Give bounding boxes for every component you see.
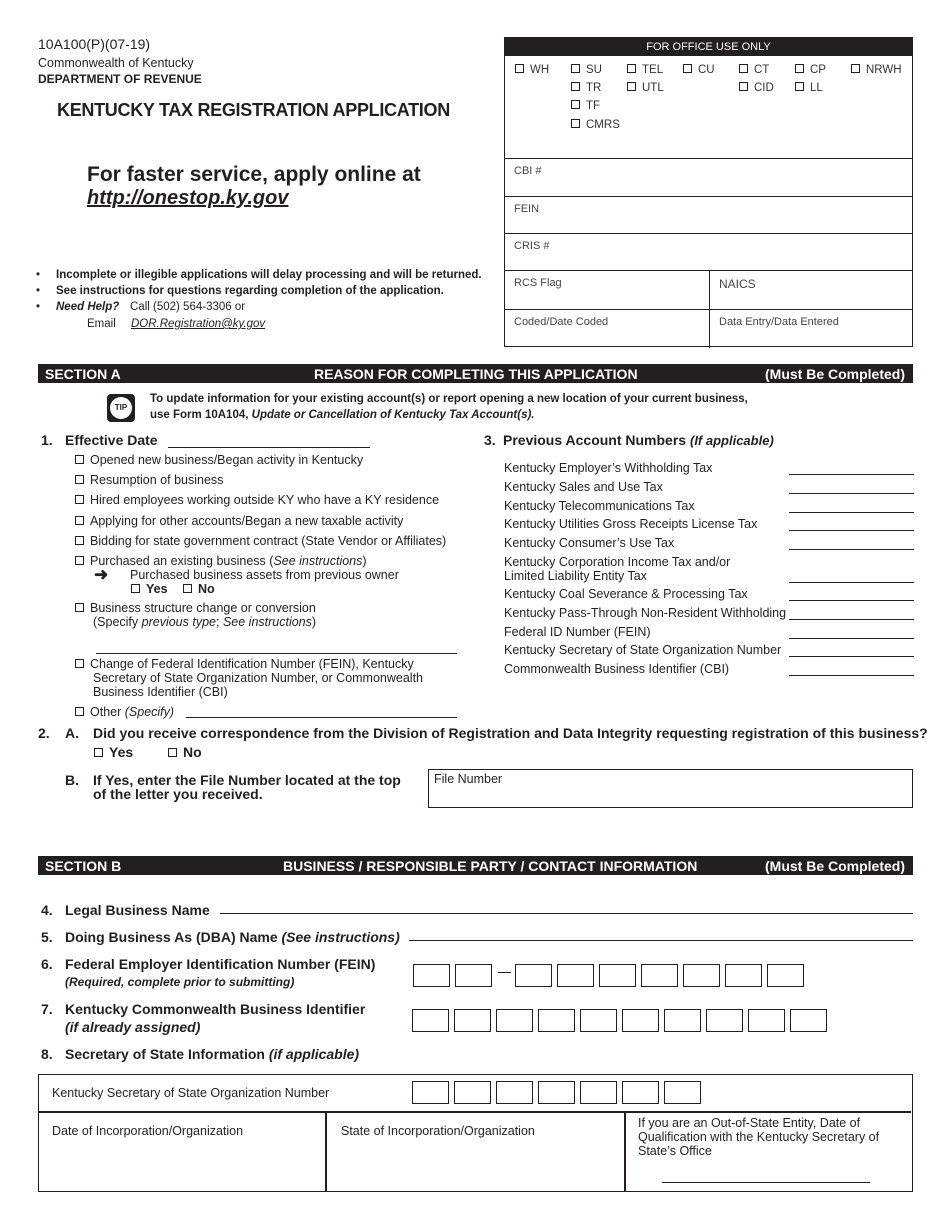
commonwealth-label: Commonwealth of Kentucky (38, 56, 194, 70)
out-of-state-qualification-field[interactable]: If you are an Out-of-State Entity, Date of Qualification with the Kentucky Secretary of State’s Office (626, 1112, 911, 1191)
account-row[interactable]: Kentucky Pass-Through Non-Resident Withholding (504, 606, 914, 622)
option-purchased-business[interactable]: Purchased an existing business (See instructions) (75, 554, 367, 568)
checkbox-icon (795, 64, 804, 73)
account-row[interactable]: Kentucky Corporation Income Tax and/or Limited Liability Entity Tax (504, 555, 914, 585)
q2b-line-2: of the letter you received. (93, 786, 263, 802)
cbi-digit-boxes[interactable] (412, 1009, 832, 1032)
digit-box[interactable] (664, 1009, 701, 1032)
q1-number: 1. (41, 432, 53, 448)
digit-box[interactable] (706, 1009, 743, 1032)
checkbox-icon (183, 584, 192, 593)
digit-box[interactable] (767, 964, 804, 987)
option-opened-new-business[interactable]: Opened new business/Began activity in Kentucky (75, 453, 363, 467)
account-row[interactable]: Kentucky Sales and Use Tax (504, 480, 914, 496)
tip-icon: TIP (107, 394, 135, 422)
digit-box[interactable] (538, 1009, 575, 1032)
fein-label: Federal Employer Identification Number (FEIN) (65, 956, 376, 972)
checkbox-icon (168, 748, 177, 757)
office-code-cid[interactable]: CID (739, 82, 774, 94)
office-code-cu[interactable]: CU (683, 64, 715, 76)
checkbox-icon (75, 659, 84, 668)
form-number: 10A100(P)(07-19) (38, 36, 151, 52)
legal-name-field[interactable] (220, 900, 913, 914)
tip-line-2: use Form 10A104, Update or Cancellation of Kentucky Tax Account(s). (150, 409, 535, 421)
q4-number: 4. (41, 902, 53, 918)
digit-box[interactable] (496, 1009, 533, 1032)
option-resumption[interactable]: Resumption of business (75, 473, 223, 487)
digit-box[interactable] (622, 1081, 659, 1104)
arrow-right-icon: ➜ (94, 565, 109, 584)
checkbox-icon (627, 82, 636, 91)
digit-box[interactable] (557, 964, 594, 987)
option-other-accounts[interactable]: Applying for other accounts/Began a new taxable activity (75, 514, 403, 528)
office-use-box (504, 37, 913, 347)
q5-number: 5. (41, 929, 53, 945)
checkbox-icon (683, 64, 692, 73)
digit-box[interactable] (622, 1009, 659, 1032)
account-row[interactable]: Kentucky Utilities Gross Receipts License Tax (504, 517, 914, 533)
email-label: Email (87, 318, 116, 330)
checkbox-icon (851, 64, 860, 73)
account-number-field[interactable] (789, 638, 914, 639)
account-number-field[interactable] (789, 512, 914, 513)
account-number-field[interactable] (789, 656, 914, 657)
divider (709, 310, 710, 348)
fein-digit-boxes[interactable] (413, 964, 809, 987)
department-label: DEPARTMENT OF REVENUE (38, 72, 202, 86)
structure-change-field[interactable] (96, 640, 457, 654)
office-code-ct[interactable]: CT (739, 64, 769, 76)
qualification-date-line (662, 1182, 870, 1183)
change-fein-line-3: Business Identifier (CBI) (93, 685, 228, 699)
digit-box[interactable] (538, 1081, 575, 1104)
digit-box[interactable] (725, 964, 762, 987)
office-cris-row[interactable]: CRIS # (505, 233, 912, 270)
checkbox-icon (75, 603, 84, 612)
section-a-header: SECTION A REASON FOR COMPLETING THIS APPLICATION (Must Be Completed) (38, 364, 913, 383)
change-fein-line-2: Secretary of State Organization Number, or Commonwealth (93, 671, 424, 685)
digit-box[interactable] (683, 964, 720, 987)
office-code-tf[interactable]: TF (571, 100, 600, 112)
digit-box[interactable] (580, 1081, 617, 1104)
digit-box[interactable] (496, 1081, 533, 1104)
option-structure-change[interactable]: Business structure change or conversion (75, 601, 316, 615)
office-coded-row (505, 309, 912, 346)
digit-box[interactable] (412, 1009, 449, 1032)
office-code-tr[interactable]: TR (571, 82, 601, 94)
effective-date-label: Effective Date (65, 432, 158, 448)
digit-box[interactable] (641, 964, 678, 987)
q7-number: 7. (41, 1001, 53, 1017)
account-number-field[interactable] (789, 582, 914, 583)
office-code-ll[interactable]: LL (795, 82, 823, 94)
onestop-link[interactable]: http://onestop.ky.gov (87, 187, 289, 209)
checkbox-icon (571, 64, 580, 73)
cbi-note: (if already assigned) (65, 1019, 201, 1035)
checkbox-icon (131, 584, 140, 593)
sos-org-number-label: Kentucky Secretary of State Organization Number (52, 1086, 330, 1100)
option-bidding-contract[interactable]: Bidding for state government contract (State Vendor or Affiliates) (75, 534, 446, 548)
digit-box[interactable] (412, 1081, 449, 1104)
office-code-cp[interactable]: CP (795, 64, 826, 76)
correspondence-no[interactable]: No (168, 744, 202, 760)
digit-box[interactable] (748, 1009, 785, 1032)
option-hired-employees[interactable]: Hired employees working outside KY who have a KY residence (75, 493, 439, 507)
effective-date-field[interactable] (168, 434, 370, 448)
divider (709, 271, 710, 310)
office-code-cmrs[interactable]: CMRS (571, 119, 620, 131)
checkbox-icon (739, 82, 748, 91)
help-phone: Call (502) 564-3306 or (130, 301, 246, 313)
checkbox-icon (75, 495, 84, 504)
office-rcs-row (505, 270, 912, 309)
office-fein-row[interactable]: FEIN (505, 196, 912, 233)
office-code-tel[interactable]: TEL (627, 64, 663, 76)
cbi-label: Kentucky Commonwealth Business Identifier (65, 1001, 366, 1017)
office-code-utl[interactable]: UTL (627, 82, 664, 94)
date-incorporation-field[interactable]: Date of Incorporation/Organization (52, 1124, 244, 1138)
checkbox-icon (515, 64, 524, 73)
digit-box[interactable] (580, 1009, 617, 1032)
digit-box[interactable] (454, 1009, 491, 1032)
other-specify-field[interactable] (186, 704, 457, 718)
account-number-field[interactable] (789, 619, 914, 620)
account-number-field[interactable] (789, 474, 914, 475)
q2-number: 2. (38, 725, 50, 741)
digit-box[interactable] (599, 964, 636, 987)
dba-label: Doing Business As (DBA) Name (See instructions) (65, 929, 400, 945)
digit-box[interactable] (515, 964, 552, 987)
checkbox-icon (75, 707, 84, 716)
section-b-header: SECTION B BUSINESS / RESPONSIBLE PARTY / CONTACT INFORMATION (Must Be Completed) (38, 856, 913, 875)
checkbox-icon (571, 100, 580, 109)
account-row[interactable]: Federal ID Number (FEIN) (504, 625, 914, 641)
fein-note: (Required, complete prior to submitting) (65, 975, 295, 989)
digit-box[interactable] (455, 964, 492, 987)
need-help-label: Need Help? (56, 301, 120, 313)
state-incorporation-field[interactable]: State of Incorporation/Organization (341, 1124, 535, 1138)
account-number-field[interactable] (789, 549, 914, 550)
form-title: KENTUCKY TAX REGISTRATION APPLICATION (57, 100, 450, 120)
checkbox-icon (94, 748, 103, 757)
rcs-flag-label: RCS Flag (514, 277, 562, 289)
sos-info-label: Secretary of State Information (if applicable) (65, 1046, 360, 1062)
checkbox-icon (75, 536, 84, 545)
q8-number: 8. (41, 1046, 53, 1062)
checkbox-icon (75, 475, 84, 484)
help-email-link[interactable]: DOR.Registration@ky.gov (131, 318, 266, 330)
purchased-assets-no[interactable]: No (183, 582, 215, 596)
checkbox-icon (627, 64, 636, 73)
purchased-assets-yes[interactable]: Yes (131, 582, 168, 596)
correspondence-yes[interactable]: Yes (94, 744, 133, 760)
digit-box[interactable] (413, 964, 450, 987)
checkbox-icon (571, 82, 580, 91)
office-cbi-row[interactable]: CBI # (505, 158, 912, 196)
file-number-field[interactable] (428, 769, 913, 808)
q2b-line-1: If Yes, enter the File Number located at the top (93, 772, 401, 788)
account-number-field[interactable] (789, 530, 914, 531)
tip-line-1: To update information for your existing account(s) or report opening a new location of your current business, (150, 393, 748, 405)
previous-accounts-label: Previous Account Numbers (If applicable) (503, 432, 774, 448)
checkbox-icon (795, 82, 804, 91)
account-number-field[interactable] (789, 493, 914, 494)
digit-box[interactable] (664, 1081, 701, 1104)
coded-label: Coded/Date Coded (514, 316, 609, 328)
checkbox-icon (75, 516, 84, 525)
q3-number: 3. (484, 432, 496, 448)
account-row[interactable]: Kentucky Telecommunications Tax (504, 499, 914, 515)
office-code-nrwh[interactable]: NRWH (851, 64, 902, 76)
account-row[interactable]: Commonwealth Business Identifier (CBI) (504, 662, 914, 678)
q6-number: 6. (41, 956, 53, 972)
sos-info-table (38, 1074, 913, 1192)
account-number-field[interactable] (789, 600, 914, 601)
q2b-letter: B. (65, 772, 79, 788)
option-change-fein[interactable]: Change of Federal Identification Number (FEIN), Kentucky (75, 657, 414, 671)
sos-digit-boxes[interactable] (412, 1081, 706, 1104)
checkbox-icon (739, 64, 748, 73)
office-code-su[interactable]: SU (571, 64, 602, 76)
naics-label: NAICS (719, 277, 756, 291)
dba-field[interactable] (409, 927, 913, 941)
digit-box[interactable] (454, 1081, 491, 1104)
account-row[interactable]: Kentucky Employer’s Withholding Tax (504, 461, 914, 477)
checkbox-icon (571, 119, 580, 128)
structure-change-note: (Specify previous type; See instructions) (93, 615, 317, 629)
office-code-wh[interactable]: WH (515, 64, 549, 76)
account-row[interactable]: Kentucky Coal Severance & Processing Tax (504, 587, 914, 603)
account-row[interactable]: Kentucky Secretary of State Organization Number (504, 643, 914, 659)
file-number-label: File Number (434, 772, 503, 786)
account-row[interactable]: Kentucky Consumer’s Use Tax (504, 536, 914, 552)
option-other[interactable]: Other (Specify) (75, 705, 174, 719)
data-entry-label: Data Entry/Data Entered (719, 316, 839, 328)
account-number-field[interactable] (789, 675, 914, 676)
digit-box[interactable] (790, 1009, 827, 1032)
q2a-letter: A. (65, 725, 79, 741)
q2a-question: Did you receive correspondence from the Division of Registration and Data Integrity requesting registration of this business? (93, 725, 928, 741)
office-use-title: FOR OFFICE USE ONLY (505, 38, 912, 56)
checkbox-icon (75, 455, 84, 464)
legal-name-label: Legal Business Name (65, 902, 210, 918)
purchased-assets-label: Purchased business assets from previous owner (130, 568, 399, 582)
dash-separator (498, 972, 511, 973)
checkbox-icon (75, 556, 84, 565)
faster-service-text: For faster service, apply online at (87, 163, 421, 186)
